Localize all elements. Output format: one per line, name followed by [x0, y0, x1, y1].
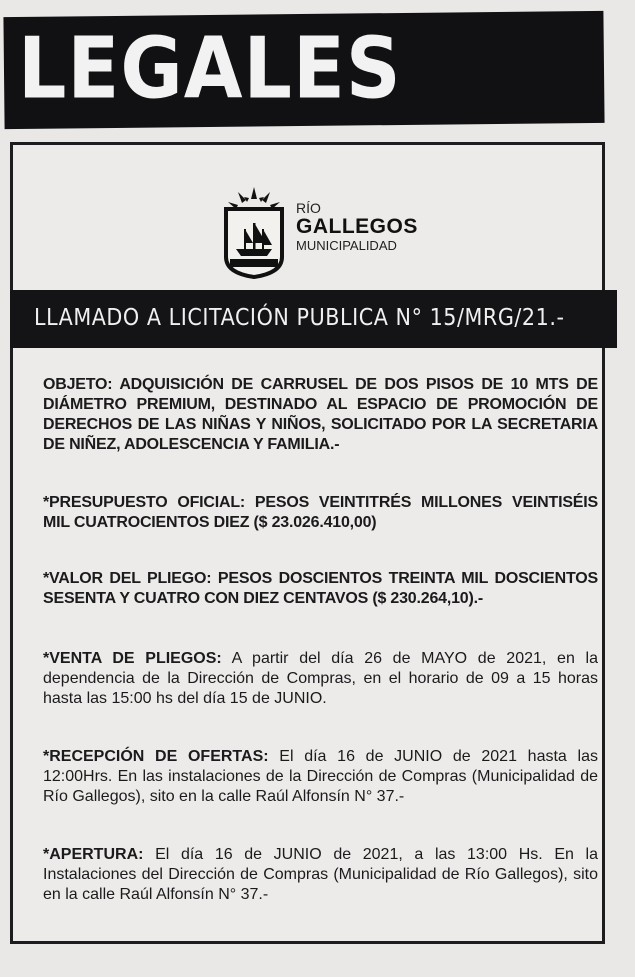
- apertura-label: *APERTURA:: [43, 846, 144, 863]
- logo-line-municipalidad: MUNICIPALIDAD: [296, 238, 397, 253]
- tender-title: LLAMADO A LICITACIÓN PUBLICA N° 15/MRG/21.-: [34, 305, 565, 331]
- notice-body: [43, 375, 598, 931]
- logo-wordmark: [296, 201, 418, 252]
- recepcion-text: El día 16 de JUNIO de 2021 hasta las 12:00Hrs. En las instalaciones de la Dirección de Compras (Municipalidad de Río Gallegos), sito en la calle Raúl Alfonsín N° 37.-: [43, 748, 598, 805]
- logo-line-gallegos: GALLEGOS: [296, 215, 418, 238]
- presupuesto-paragraph: *PRESUPUESTO OFICIAL: PESOS VEINTITRÉS MILLONES VEINTISÉIS MIL CUATROCIENTOS DIEZ ($ 23.026.410,00): [43, 494, 598, 531]
- logo-line-rio: RÍO: [296, 200, 321, 216]
- objeto-label: OBJETO:: [43, 376, 113, 393]
- apertura-text: El día 16 de JUNIO de 2021, a las 13:00 Hs. En la Instalaciones del Dirección de Compras (Municipalidad de Río Gallegos), sito en la calle Raúl Alfonsín N° 37.-: [43, 846, 598, 903]
- objeto-paragraph: [43, 375, 598, 455]
- shield-icon: [220, 183, 288, 279]
- municipality-logo: [220, 183, 418, 279]
- venta-label: *VENTA DE PLIEGOS:: [43, 650, 222, 667]
- recepcion-paragraph: [43, 747, 598, 807]
- recepcion-label: *RECEPCIÓN DE OFERTAS:: [43, 748, 269, 765]
- venta-text: A partir del día 26 de MAYO de 2021, en la dependencia de la Dirección de Compras, en el horario de 09 a 15 horas hasta las 15:00 hs del día 15 de JUNIO.: [43, 650, 598, 707]
- section-title: LEGALES: [18, 18, 402, 118]
- valor-paragraph: *VALOR DEL PLIEGO: PESOS DOSCIENTOS TREINTA MIL DOSCIENTOS SESENTA Y CUATRO CON DIEZ CENTAVOS ($ 230.264,10).-: [43, 570, 598, 607]
- apertura-paragraph: [43, 845, 598, 905]
- venta-paragraph: [43, 649, 598, 709]
- legal-notice: [10, 142, 605, 944]
- objeto-text: ADQUISICIÓN DE CARRUSEL DE DOS PISOS DE 10 MTS DE DIÁMETRO PREMIUM, DESTINADO AL ESPACIO DE PROMOCIÓN DE DERECHOS DE LAS NIÑAS Y NIÑOS, SOLICITADO POR LA SECRETARIA DE NIÑEZ, ADOLESCENCIA Y FAMILIA.-: [43, 376, 598, 453]
- tender-banner: [10, 290, 617, 348]
